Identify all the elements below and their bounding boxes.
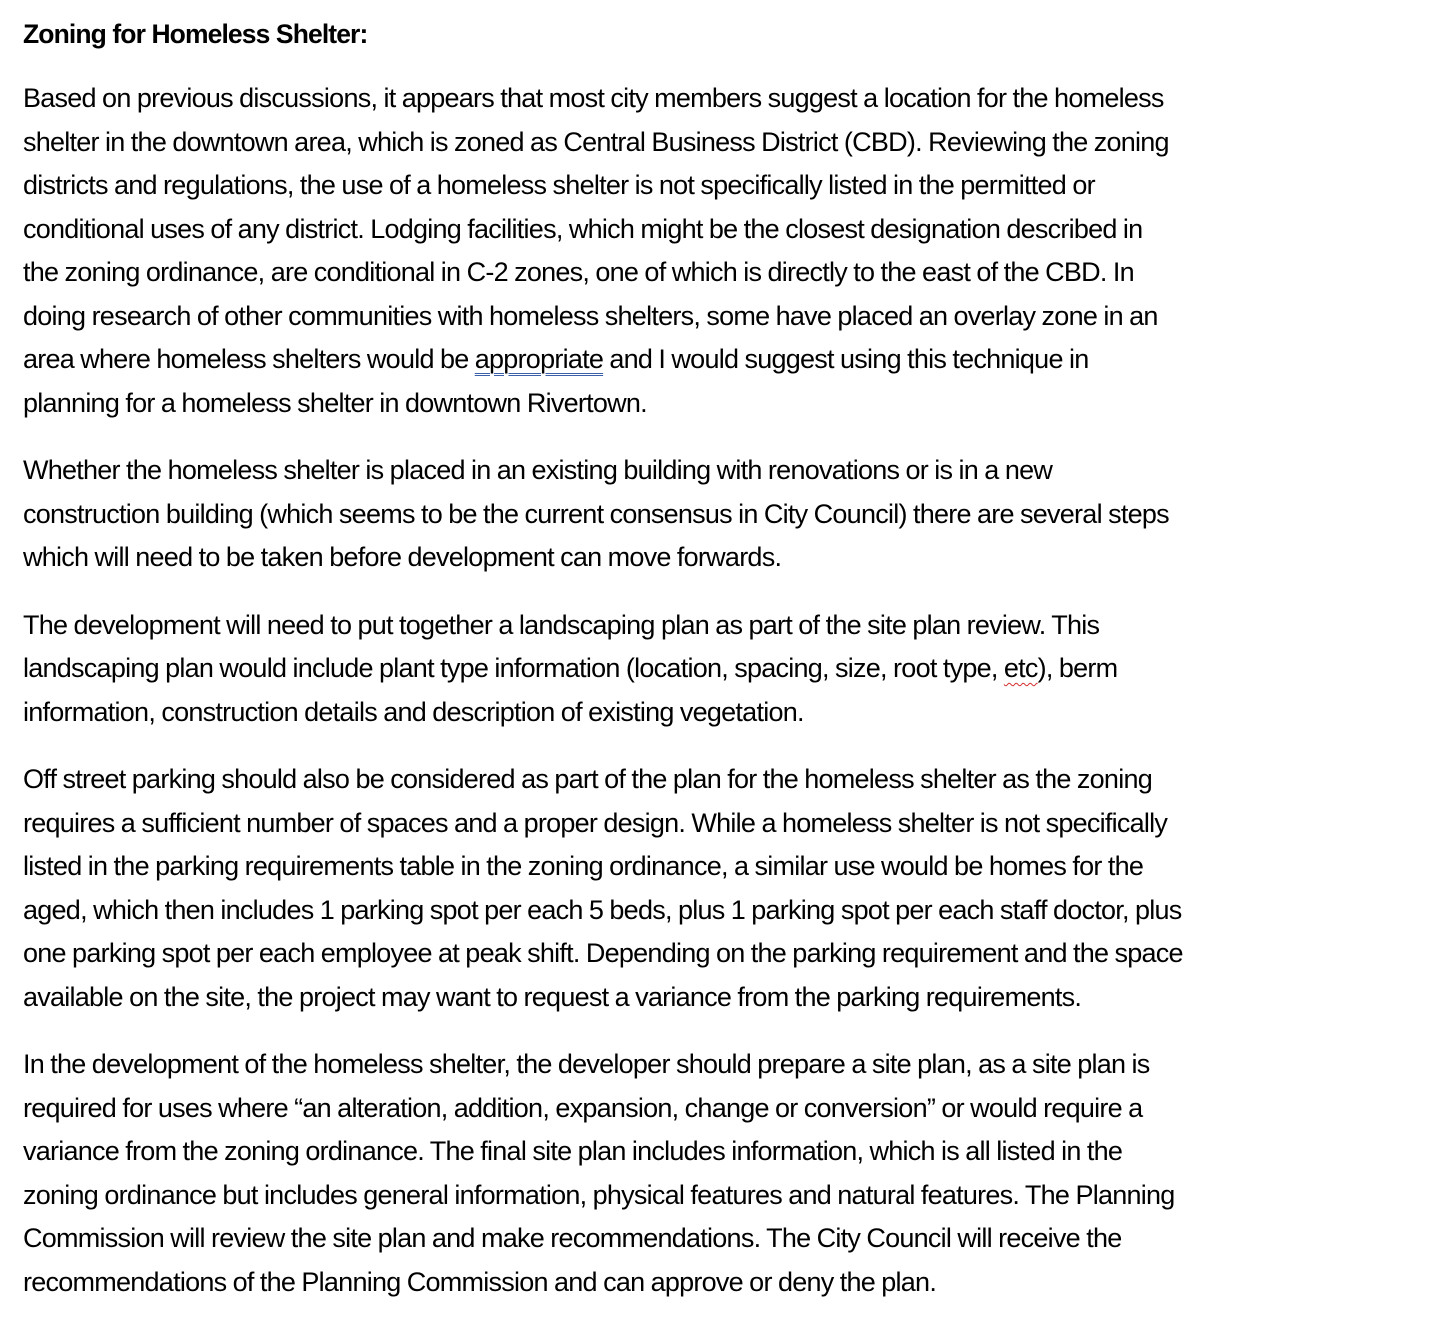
paragraph-site-plan	[23, 1043, 1433, 1304]
text-segment: ), berm	[1037, 653, 1118, 683]
paragraph-landscaping-plan	[23, 604, 1433, 735]
text-line: recommendations of the Planning Commission and can approve or deny the plan.	[23, 1266, 937, 1297]
text-line: doing research of other communities with homeless shelters, some have placed an overlay zone in an	[23, 300, 1158, 331]
text-line: available on the site, the project may want to request a variance from the parking requirements.	[23, 981, 1082, 1012]
text-line	[23, 647, 1433, 691]
text-line: construction building (which seems to be the current consensus in City Council) there are several steps	[23, 498, 1169, 529]
text-line: requires a sufficient number of spaces and a proper design. While a homeless shelter is not specifically	[23, 807, 1168, 838]
text-line: one parking spot per each employee at peak shift. Depending on the parking requirement and the space	[23, 938, 1183, 968]
text-segment: and I would suggest using this technique in	[603, 344, 1089, 374]
text-line: The development will need to put together a landscaping plan as part of the site plan review. This	[23, 609, 1100, 640]
text-line: information, construction details and description of existing vegetation.	[23, 696, 804, 727]
spelling-flagged-word[interactable]: etc	[1003, 653, 1038, 683]
text-line: shelter in the downtown area, which is zoned as Central Business District (CBD). Reviewing the zoning	[23, 126, 1169, 157]
text-line: planning for a homeless shelter in downtown Rivertown.	[23, 387, 647, 418]
text-line: Off street parking should also be considered as part of the plan for the homeless shelter as the zoning	[23, 764, 1152, 794]
text-line: Whether the homeless shelter is placed in an existing building with renovations or is in a new	[23, 455, 1053, 485]
paragraph-zoning-district	[23, 77, 1433, 425]
text-line: which will need to be taken before development can move forwards.	[23, 542, 782, 572]
document-heading: Zoning for Homeless Shelter:	[23, 19, 368, 49]
paragraph-off-street-parking	[23, 758, 1433, 1019]
text-line: districts and regulations, the use of a homeless shelter is not specifically listed in the permitted or	[23, 170, 1095, 200]
text-line	[23, 338, 1433, 382]
paragraph-building-placement	[23, 449, 1433, 580]
text-line: aged, which then includes 1 parking spot per each 5 beds, plus 1 parking spot per each staff doctor, plus	[23, 894, 1182, 925]
text-line: Based on previous discussions, it appears that most city members suggest a location for the homeless	[23, 83, 1164, 113]
document-body	[23, 14, 1433, 1328]
text-line: Commission will review the site plan and make recommendations. The City Council will receive the	[23, 1223, 1122, 1253]
text-line: the zoning ordinance, are conditional in C-2 zones, one of which is directly to the east of the CBD. In	[23, 257, 1134, 287]
text-line: zoning ordinance but includes general information, physical features and natural features. The Planning	[23, 1179, 1175, 1210]
text-line: variance from the zoning ordinance. The final site plan includes information, which is all listed in the	[23, 1136, 1123, 1166]
text-line: required for uses where “an alteration, addition, expansion, change or conversion” or would require a	[23, 1092, 1143, 1123]
text-line: conditional uses of any district. Lodging facilities, which might be the closest designation described in	[23, 213, 1143, 244]
text-segment: landscaping plan would include plant type information (location, spacing, size, root type,	[23, 653, 1004, 683]
text-line: listed in the parking requirements table in the zoning ordinance, a similar use would be homes for the	[23, 851, 1144, 881]
text-line: In the development of the homeless shelter, the developer should prepare a site plan, as a site plan is	[23, 1049, 1150, 1079]
grammar-flagged-word[interactable]: appropriate	[474, 344, 604, 374]
text-segment: area where homeless shelters would be	[23, 344, 475, 374]
